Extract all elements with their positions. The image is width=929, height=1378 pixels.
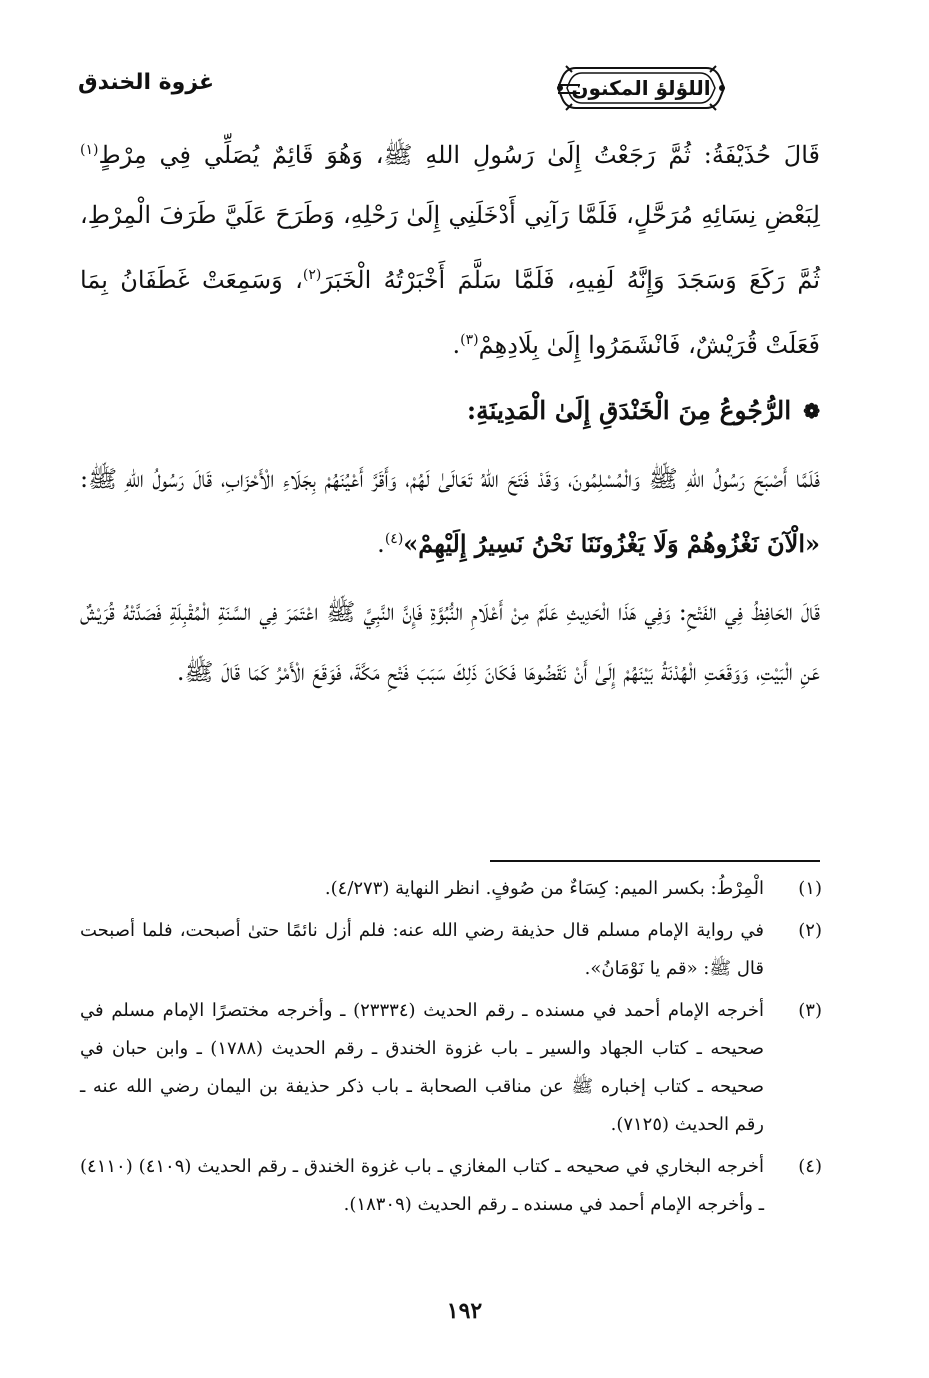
- section-heading: [80, 381, 820, 441]
- running-header: [78, 48, 830, 128]
- paragraph-1: [80, 120, 820, 375]
- flower-bullet-icon: ❁: [803, 399, 820, 423]
- footnotes: [80, 870, 822, 1228]
- footnote-ref-1[interactable]: (١): [80, 142, 99, 158]
- footnote-item: [80, 992, 822, 1144]
- footnote-text: أخرجه البخاري في صحيحه ـ كتاب المغازي ـ باب غزوة الخندق ـ رقم الحديث (٤١٠٩) (٤١١٠) ـ وأخرجه الإمام أحمد في مسنده ـ رقم الحديث (١٨٣٠٩).: [80, 1156, 764, 1215]
- paragraph-3: قَالَ الحَافِظُ فِي الفَتْحِ: وَفِي هَذَا الْحَدِيثِ عَلَمٌ مِنْ أَعْلَامِ النُّبُوَّةِ فَإِنَّ النَّبِيَّ ﷺ اعْتَمَرَ فِي السَّنَةِ الْمُقْبِلَةِ فَصَدَّتْهُ قُرَيْشٌ عَنِ الْبَيْتِ، وَوَقَعَتِ الْهُدْنَةُ بَيْنَهُمْ إِلَىٰ أَنْ نَقَضُوهَا فَكَانَ ذَلِكَ سَبَبَ فَتْحِ مَكَّةَ، فَوَقَعَ الْأَمْرُ كَمَا قَالَ ﷺ.: [80, 598, 820, 686]
- hadith-quote: «الْآنَ نَغْزُوهُمْ وَلَا يَغْزُونَنَا نَحْنُ نَسِيرُ إِلَيْهِمْ»: [403, 529, 820, 558]
- paragraph-1-end: .: [452, 331, 461, 359]
- footnote-text: الْمِرْطُ: بكسر الميم: كِسَاءٌ من صُوفٍ. انظر النهاية (٤/٢٧٣).: [324, 878, 764, 899]
- footnote-number: (٣): [798, 1000, 822, 1021]
- book-title: اللؤلؤ المكنون: [571, 76, 711, 100]
- paragraph-1-part-2: لِبَعْضِ نِسَائِهِ مُرَحَّلٍ، فَلَمَّا رَآنِي أَدْخَلَنِي إِلَىٰ رَحْلِهِ، وَطَرَحَ عَلَيَّ طَرَفَ الْمِرْطِ، ثُمَّ رَكَعَ وَسَجَدَ وَإِنَّهُ لَفِيهِ، فَلَمَّا سَلَّمَ أَخْبَرْتُهُ الْخَبَرَ: [80, 201, 820, 294]
- footnote-ref-2[interactable]: (٢): [302, 267, 322, 283]
- paragraph-2-end: .: [377, 530, 385, 558]
- section-heading-text: الرُّجُوعُ مِنَ الْخَنْدَقِ إِلَىٰ الْمَدِينَةِ:: [466, 396, 792, 425]
- paragraph-2-part-1: فَلَمَّا أَصْبَحَ رَسُولُ اللهِ ﷺ وَالْمُسْلِمُونَ، وَقَدْ فَتَحَ اللهُ تَعَالَىٰ لَهُمْ، وَأَقَرَّ أَعْيُنَهُمْ بِجَلَاءِ الْأَحْزَابِ، قَالَ رَسُولُ اللهِ ﷺ:: [80, 465, 821, 493]
- footnote-separator: [490, 860, 820, 862]
- paragraph-1-part-1: قَالَ حُذَيْفَةُ: ثُمَّ رَجَعْتُ إِلَىٰ رَسُولِ اللهِ ﷺ، وَهُوَ قَائِمٌ يُصَلِّي فِي مِرْطٍ: [98, 141, 820, 169]
- paragraph-2: [80, 449, 820, 574]
- footnote-number: (٢): [798, 920, 822, 941]
- footnote-text: في رواية الإمام مسلم قال حذيفة رضي الله عنه: فلم أزل نائمًا حتىٰ أصبحت، فلما أصبحت قال ﷺ: «قم يا نَوْمَانُ».: [80, 920, 764, 979]
- page-number: ١٩٢: [446, 1298, 483, 1324]
- footnote-ref-3[interactable]: (٣): [460, 332, 479, 348]
- chapter-title: غزوة الخندق: [78, 70, 215, 95]
- footnote-number: (١): [798, 878, 822, 899]
- footnote-item: [80, 1148, 822, 1224]
- footnote-item: [80, 912, 822, 988]
- book-title-cartouche: [556, 62, 726, 114]
- paragraph-1-part-3: ، وَسَمِعَتْ غَطَفَانُ بِمَا فَعَلَتْ قُرَيْشٌ، فَانْشَمَرُوا إِلَىٰ بِلَادِهِمْ: [80, 266, 820, 359]
- main-text: [80, 120, 820, 702]
- footnote-number: (٤): [798, 1156, 822, 1177]
- header-rule-right: [558, 84, 580, 94]
- footnote-item: [80, 870, 822, 908]
- footnote-text: أخرجه الإمام أحمد في مسنده ـ رقم الحديث (٢٣٣٣٤) ـ وأخرجه مختصرًا الإمام مسلم في صحيحه ـ كتاب الجهاد والسير ـ باب غزوة الخندق ـ رقم الحديث (١٧٨٨) ـ وابن حبان في صحيحه ـ كتاب إخباره ﷺ عن مناقب الصحابة ـ باب ذكر حذيفة بن اليمان رضي الله عنه ـ رقم الحديث (٧١٢٥).: [80, 1000, 764, 1135]
- footnote-ref-4[interactable]: (٤): [384, 531, 404, 547]
